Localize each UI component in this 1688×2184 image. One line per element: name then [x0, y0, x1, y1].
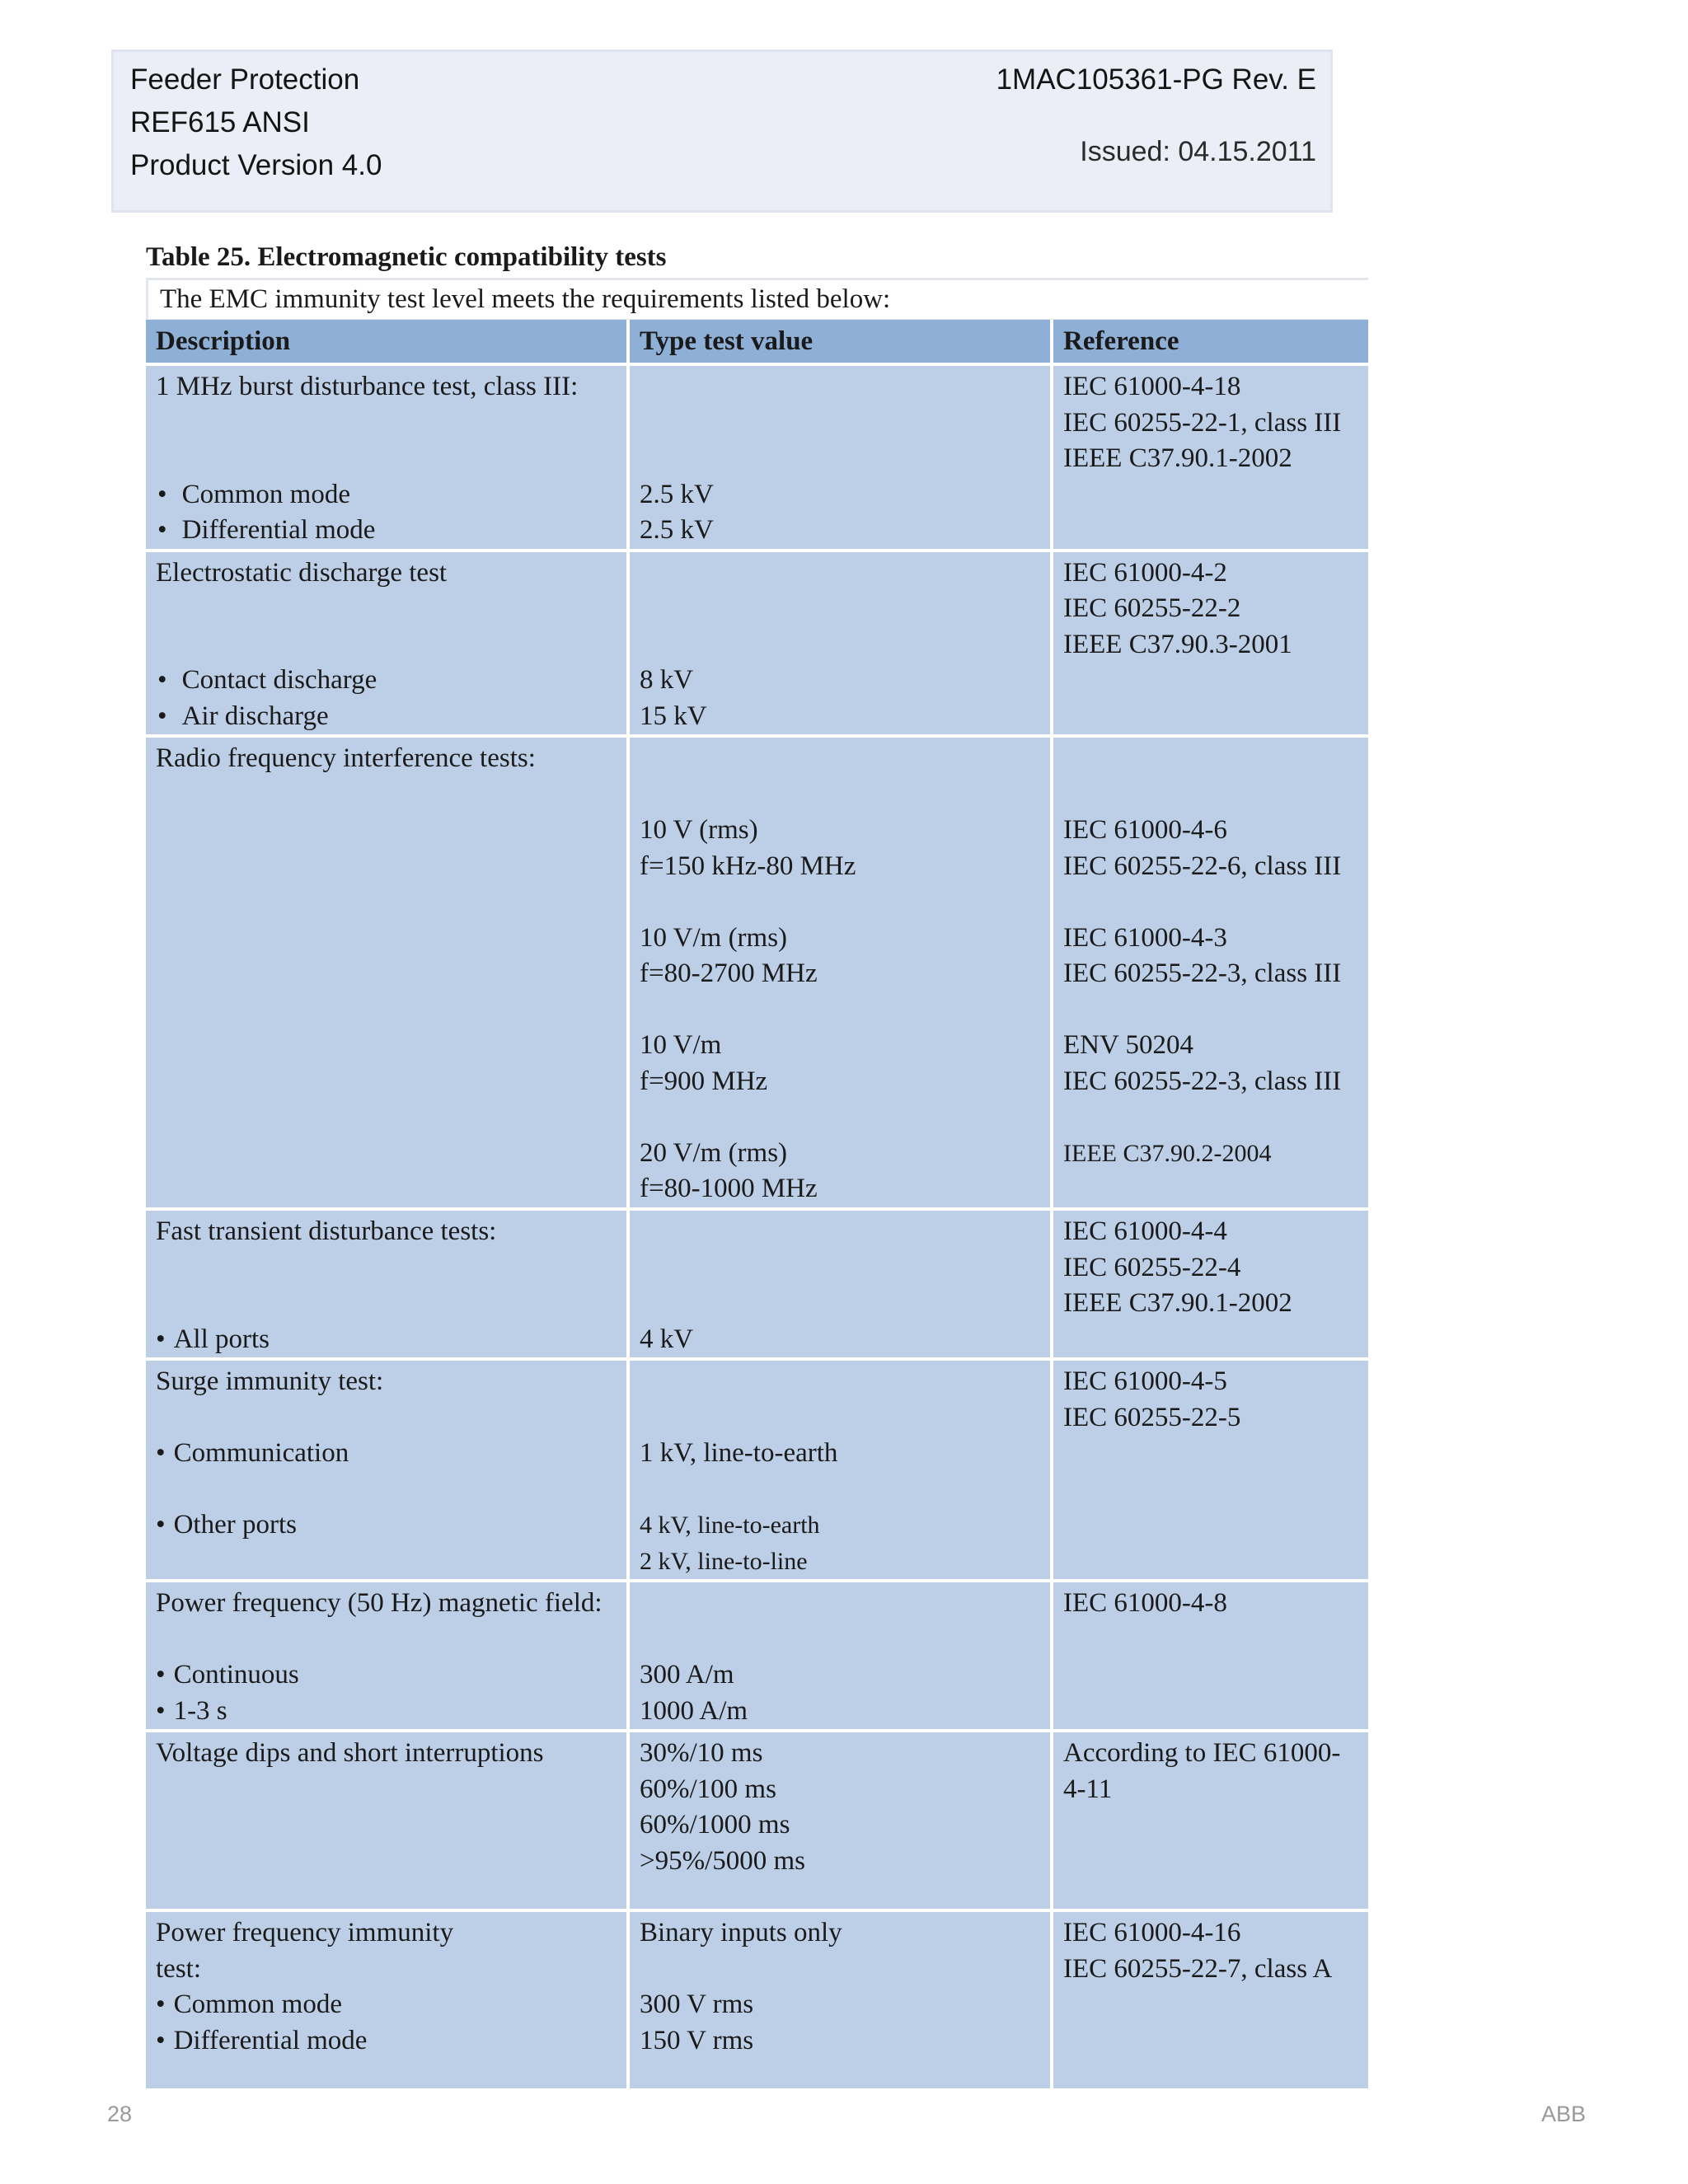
value-cell: 30%/10 ms 60%/100 ms 60%/1000 ms >95%/5000 ms — [628, 1731, 1052, 1910]
description-cell: Voltage dips and short interruptions — [146, 1731, 628, 1910]
table-row — [146, 364, 1368, 551]
value-cell: 1 kV, line-to-earth 4 kV, line-to-earth 2 kV, line-to-line — [628, 1359, 1052, 1581]
column-header-type-test-value: Type test value — [628, 320, 1052, 364]
page-number: 28 — [107, 2102, 133, 2126]
table-row — [146, 1731, 1368, 1910]
reference-cell: IEC 61000-4-8 — [1052, 1581, 1368, 1731]
description-cell: Surge immunity test: • Communication • Other ports — [146, 1359, 628, 1581]
reference-cell: IEC 61000-4-4 IEC 60255-22-4 IEEE C37.90.1-2002 — [1052, 1209, 1368, 1359]
table-row — [146, 1209, 1368, 1359]
value-cell: 300 A/m 1000 A/m — [628, 1581, 1052, 1731]
description-cell: Power frequency immunity test: • Common mode • Differential mode — [146, 1910, 628, 2090]
product-model: REF615 ANSI — [130, 106, 310, 138]
table-row — [146, 1359, 1368, 1581]
reference-cell: IEC 61000-4-6 IEC 60255-22-6, class III IEC 61000-4-3 IEC 60255-22-3, class III ENV 50204 IEC 60255-22-3, class III IEEE C37.90.2-2004 — [1052, 736, 1368, 1209]
table-title: Table 25. Electromagnetic compatibility tests — [146, 242, 667, 272]
column-header-description: Description — [146, 320, 628, 364]
description-cell: Radio frequency interference tests: — [146, 736, 628, 1209]
product-line: Feeder Protection — [130, 63, 360, 96]
emc-tests-table — [146, 320, 1368, 2092]
reference-cell: According to IEC 61000- 4-11 — [1052, 1731, 1368, 1910]
column-header-reference: Reference — [1052, 320, 1368, 364]
header-left-block — [130, 59, 382, 187]
reference-cell: IEC 61000-4-5 IEC 60255-22-5 — [1052, 1359, 1368, 1581]
product-version: Product Version 4.0 — [130, 149, 382, 181]
table-row — [146, 551, 1368, 737]
value-cell: Binary inputs only 300 V rms 150 V rms — [628, 1910, 1052, 2090]
reference-cell: IEC 61000-4-2 IEC 60255-22-2 IEEE C37.90.3-2001 — [1052, 551, 1368, 737]
table-row — [146, 736, 1368, 1209]
document-id: 1MAC105361-PG Rev. E — [996, 63, 1316, 96]
value-cell: 2.5 kV 2.5 kV — [628, 364, 1052, 551]
value-cell: 4 kV — [628, 1209, 1052, 1359]
issued-date: Issued: 04.15.2011 — [1080, 136, 1316, 167]
value-cell: 10 V (rms) f=150 kHz-80 MHz 10 V/m (rms) f=80-2700 MHz 10 V/m f=900 MHz 20 V/m (rms) f=80-1000 MHz — [628, 736, 1052, 1209]
table-row — [146, 1581, 1368, 1731]
description-cell: Electrostatic discharge test • Contact discharge • Air discharge — [146, 551, 628, 737]
reference-cell: IEC 61000-4-18 IEC 60255-22-1, class III IEEE C37.90.1-2002 — [1052, 364, 1368, 551]
footer-brand: ABB — [1541, 2102, 1587, 2126]
description-cell: 1 MHz burst disturbance test, class III: • Common mode • Differential mode — [146, 364, 628, 551]
document-header — [111, 49, 1333, 213]
description-cell: Fast transient disturbance tests: • All ports — [146, 1209, 628, 1359]
description-cell: Power frequency (50 Hz) magnetic field: • Continuous • 1-3 s — [146, 1581, 628, 1731]
table-row — [146, 1910, 1368, 2090]
reference-cell: IEC 61000-4-16 IEC 60255-22-7, class A — [1052, 1910, 1368, 2090]
table-header-row — [146, 320, 1368, 364]
value-cell: 8 kV 15 kV — [628, 551, 1052, 737]
table-intro: The EMC immunity test level meets the requirements listed below: — [146, 278, 1368, 321]
